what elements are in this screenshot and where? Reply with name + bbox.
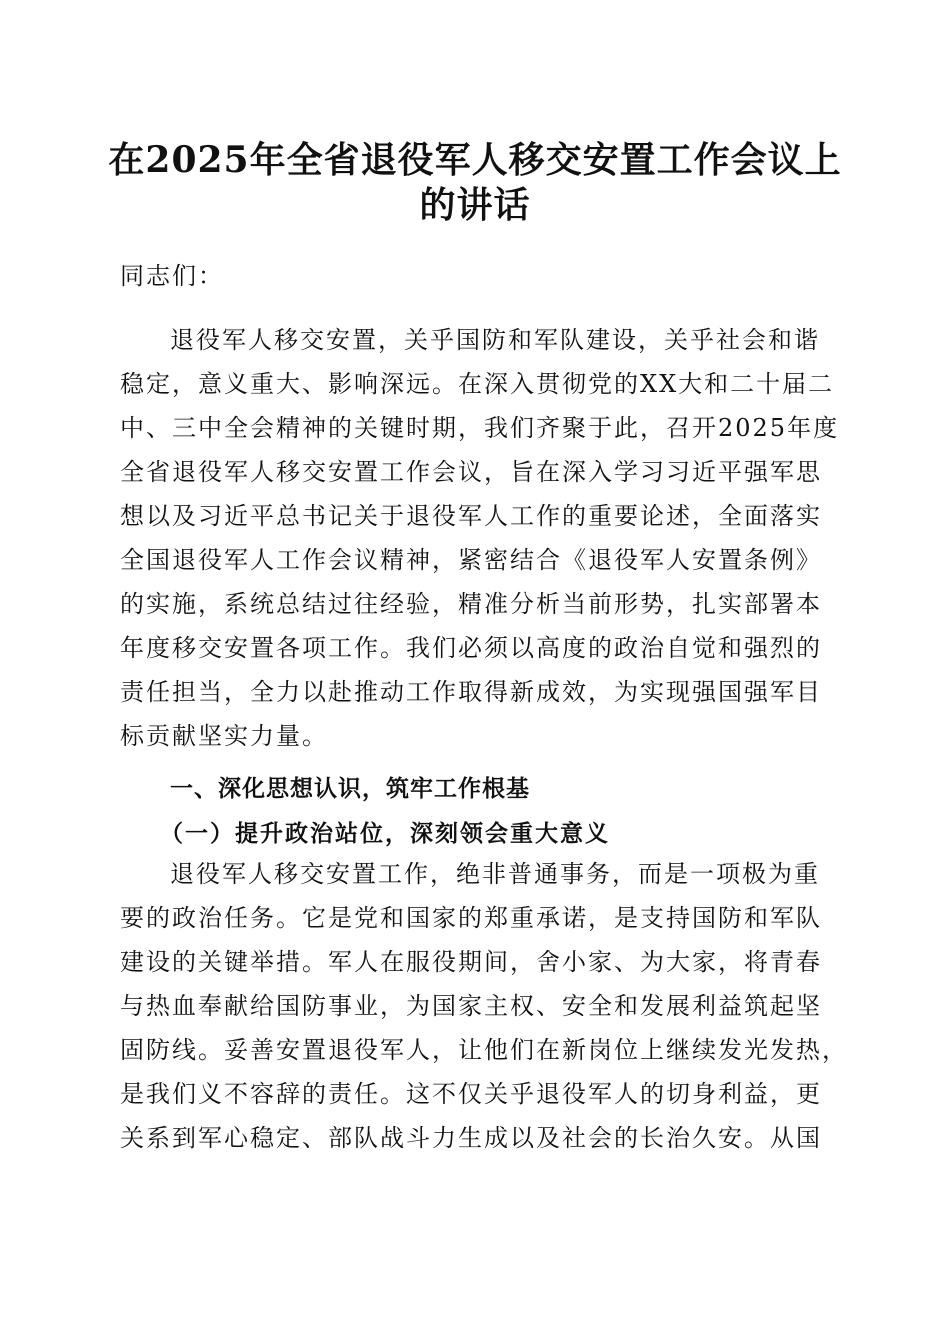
paragraph-2-line: 固防线。妥善安置退役军人，让他们在新岗位上继续发光发热， <box>120 1036 848 1064</box>
paragraph-2-line: 建设的关键举措。军人在服役期间，舍小家、为大家，将青春 <box>120 948 822 976</box>
document-title-line-1: 在2025年全省退役军人移交安置工作会议上 <box>108 139 842 181</box>
paragraph-2-line: 退役军人移交安置工作，绝非普通事务，而是一项极为重 <box>170 860 820 888</box>
paragraph-1 <box>120 318 840 758</box>
paragraph-1-line: 标贡献坚实力量。 <box>120 722 328 750</box>
paragraph-2-line: 是我们义不容辞的责任。这不仅关乎退役军人的切身利益，更 <box>120 1080 822 1108</box>
paragraph-2 <box>120 852 848 1160</box>
subsection-heading-1: （一）提升政治站位，深刻领会重大意义 <box>160 820 610 847</box>
paragraph-1-line: 想以及习近平总书记关于退役军人工作的重要论述，全面落实 <box>120 502 822 530</box>
paragraph-2-line: 关系到军心稳定、部队战斗力生成以及社会的长治久安。从国 <box>120 1124 822 1152</box>
paragraph-1-line: 的实施，系统总结过往经验，精准分析当前形势，扎实部署本 <box>120 590 822 618</box>
salutation: 同志们： <box>120 262 224 290</box>
paragraph-1-line: 退役军人移交安置，关乎国防和军队建设，关乎社会和谐 <box>170 326 820 354</box>
paragraph-1-line: 年度移交安置各项工作。我们必须以高度的政治自觉和强烈的 <box>120 634 822 662</box>
paragraph-2-line: 与热血奉献给国防事业，为国家主权、安全和发展利益筑起坚 <box>120 992 822 1020</box>
paragraph-1-line: 中、三中全会精神的关键时期，我们齐聚于此，召开2025年度 <box>120 414 840 442</box>
paragraph-1-line: 责任担当，全力以赴推动工作取得新成效，为实现强国强军目 <box>120 678 822 706</box>
paragraph-1-line: 全国退役军人工作会议精神，紧密结合《退役军人安置条例》 <box>120 546 822 574</box>
paragraph-1-line: 全省退役军人移交安置工作会议，旨在深入学习习近平强军思 <box>120 458 822 486</box>
paragraph-2-line: 要的政治任务。它是党和国家的郑重承诺，是支持国防和军队 <box>120 904 822 932</box>
section-heading-1: 一、深化思想认识，筑牢工作根基 <box>170 776 530 802</box>
document-title-line-2: 的讲话 <box>419 184 531 226</box>
paragraph-1-line: 稳定，意义重大、影响深远。在深入贯彻党的XX大和二十届二 <box>120 370 835 398</box>
